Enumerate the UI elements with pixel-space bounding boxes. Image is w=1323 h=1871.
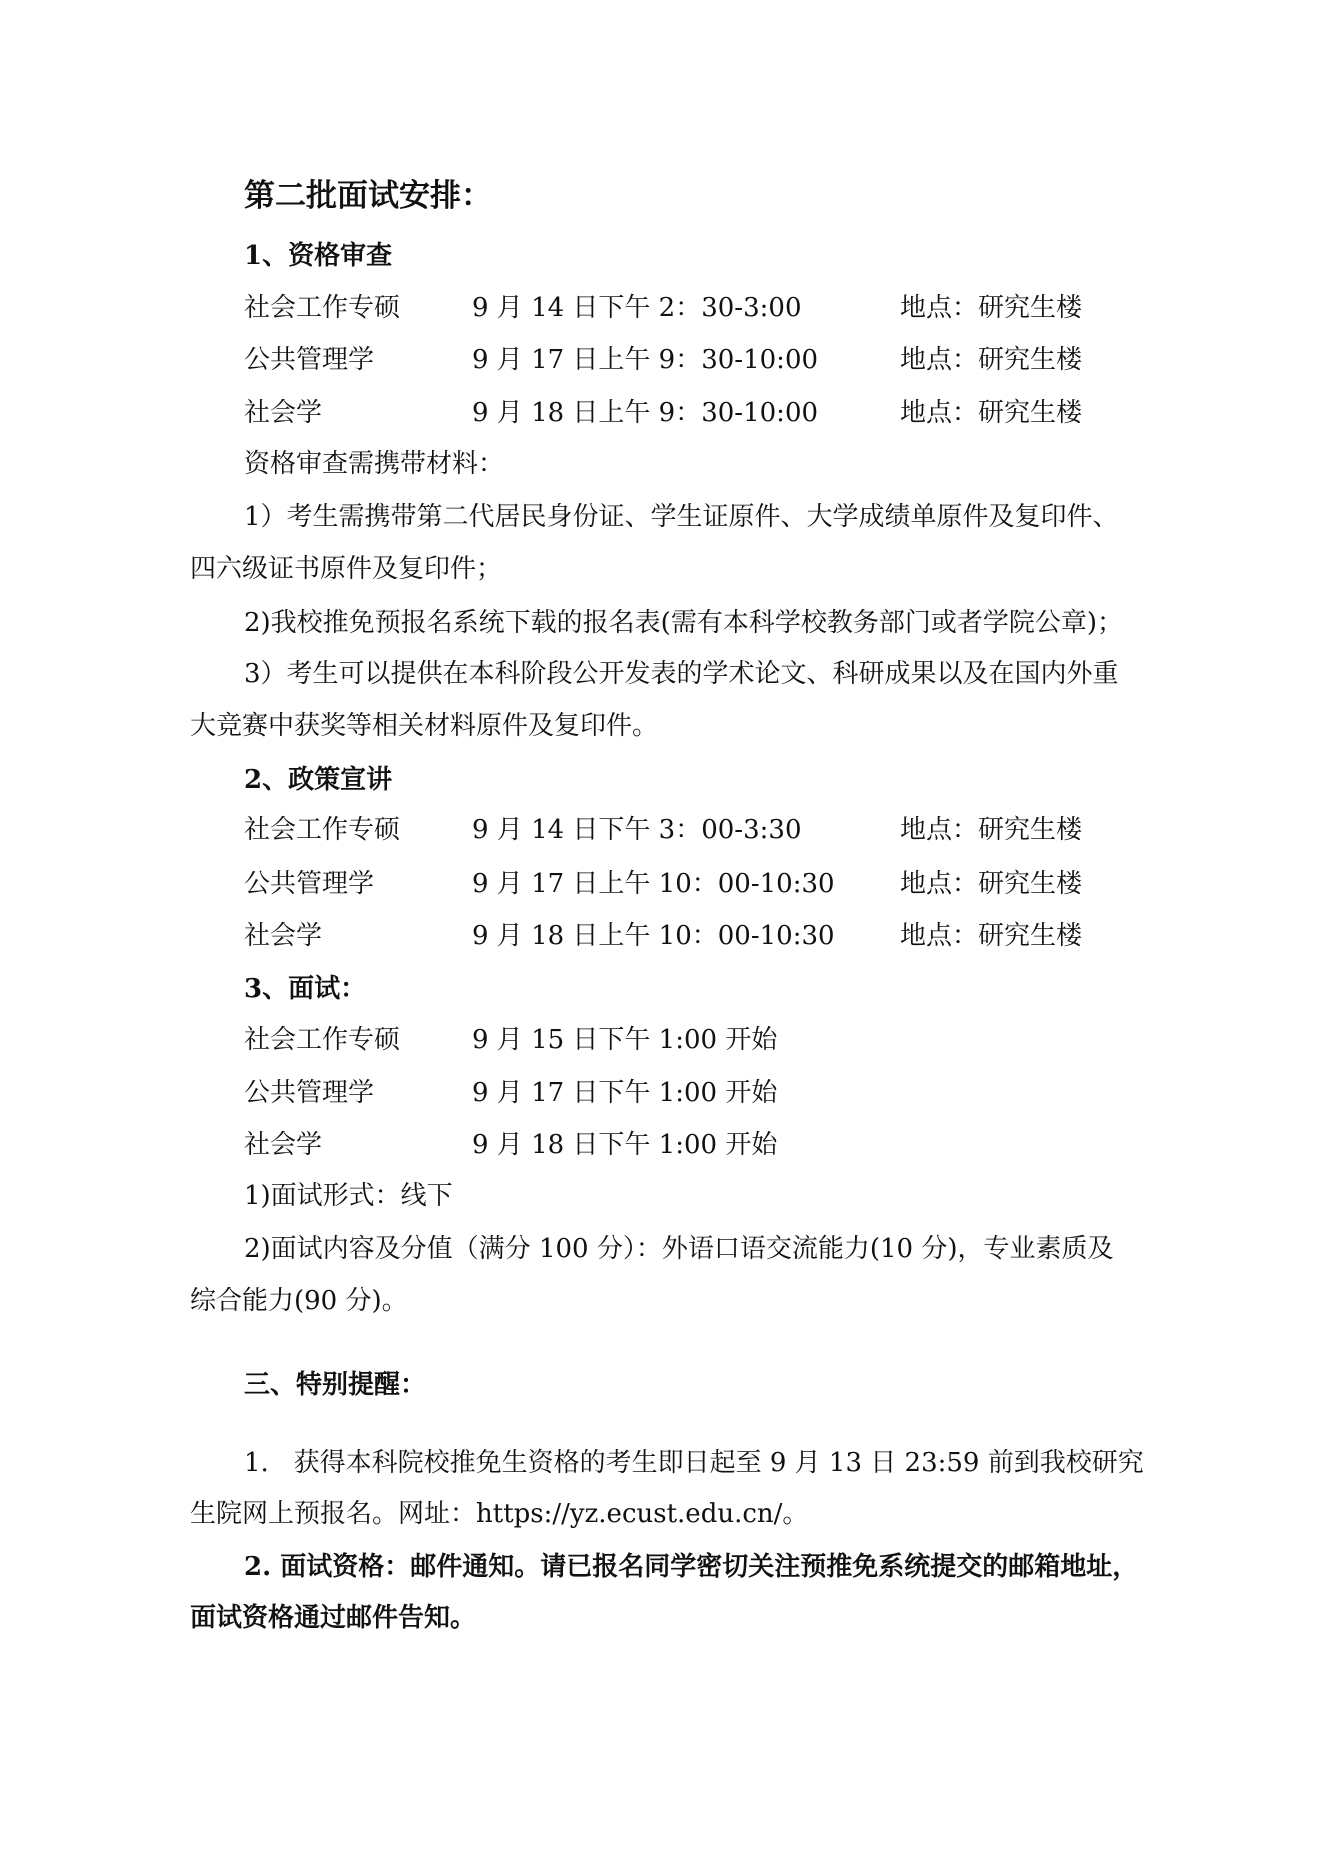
interview-heading: 3、面试： xyxy=(244,974,367,1004)
qualification-row xyxy=(0,342,1323,378)
location: 地点：研究生楼 xyxy=(900,293,1083,323)
program-name: 社会工作专硕 xyxy=(244,815,401,845)
location: 地点：研究生楼 xyxy=(900,869,1083,899)
interview-content-line: 综合能力(90 分)。 xyxy=(190,1286,408,1316)
special-reminders-heading: 三、特别提醒： xyxy=(244,1370,427,1400)
materials-line: 四六级证书原件及复印件； xyxy=(190,554,503,584)
materials-heading: 资格审查需携带材料： xyxy=(244,449,505,479)
reminder-1-line: 1. 获得本科院校推免生资格的考生即日起至 9 月 13 日 23:59 前到我校研究 xyxy=(244,1448,1144,1478)
program-name: 社会学 xyxy=(244,1130,323,1160)
schedule-time: 9 月 14 日下午 3：00-3:30 xyxy=(472,815,802,845)
location: 地点：研究生楼 xyxy=(900,345,1083,375)
location: 地点：研究生楼 xyxy=(900,398,1083,428)
interview-row xyxy=(0,1127,1323,1163)
program-name: 公共管理学 xyxy=(244,869,375,899)
schedule-time: 9 月 18 日上午 10：00-10:30 xyxy=(472,921,835,951)
schedule-time: 9 月 17 日下午 1:00 开始 xyxy=(472,1078,778,1108)
program-name: 社会工作专硕 xyxy=(244,1025,401,1055)
qualification-row xyxy=(0,290,1323,326)
materials-line: 大竞赛中获奖等相关材料原件及复印件。 xyxy=(190,711,659,741)
materials-line: 2)我校推免预报名系统下载的报名表(需有本科学校教务部门或者学院公章)； xyxy=(244,608,1123,638)
schedule-time: 9 月 14 日下午 2：30-3:00 xyxy=(472,293,802,323)
schedule-time: 9 月 18 日下午 1:00 开始 xyxy=(472,1130,778,1160)
qualification-row xyxy=(0,395,1323,431)
policy-briefing-row xyxy=(0,918,1323,954)
program-name: 社会学 xyxy=(244,921,323,951)
policy-briefing-row xyxy=(0,866,1323,902)
reminder-2-line: 面试资格通过邮件告知。 xyxy=(190,1603,477,1633)
policy-briefing-heading: 2、政策宣讲 xyxy=(244,765,393,795)
interview-row xyxy=(0,1075,1323,1111)
page-title: 第二批面试安排： xyxy=(244,178,492,214)
materials-line: 1）考生需携带第二代居民身份证、学生证原件、大学成绩单原件及复印件、 xyxy=(244,502,1119,532)
location: 地点：研究生楼 xyxy=(900,921,1083,951)
location: 地点：研究生楼 xyxy=(900,815,1083,845)
reminder-1-line: 生院网上预报名。网址：https://yz.ecust.edu.cn/。 xyxy=(190,1499,809,1529)
schedule-time: 9 月 17 日上午 9：30-10:00 xyxy=(472,345,819,375)
materials-line: 3）考生可以提供在本科阶段公开发表的学术论文、科研成果以及在国内外重 xyxy=(244,659,1119,689)
interview-row xyxy=(0,1022,1323,1058)
reminder-2-line: 2. 面试资格：邮件通知。请已报名同学密切关注预推免系统提交的邮箱地址， xyxy=(244,1552,1139,1582)
program-name: 公共管理学 xyxy=(244,1078,375,1108)
program-name: 社会学 xyxy=(244,398,323,428)
qualification-review-heading: 1、资格审查 xyxy=(244,241,393,271)
program-name: 社会工作专硕 xyxy=(244,293,401,323)
program-name: 公共管理学 xyxy=(244,345,375,375)
schedule-time: 9 月 17 日上午 10：00-10:30 xyxy=(472,869,835,899)
schedule-time: 9 月 18 日上午 9：30-10:00 xyxy=(472,398,819,428)
schedule-time: 9 月 15 日下午 1:00 开始 xyxy=(472,1025,778,1055)
interview-format: 1)面试形式：线下 xyxy=(244,1181,453,1211)
policy-briefing-row xyxy=(0,812,1323,848)
interview-content-line: 2)面试内容及分值（满分 100 分）：外语口语交流能力(10 分)，专业素质及 xyxy=(244,1234,1114,1264)
